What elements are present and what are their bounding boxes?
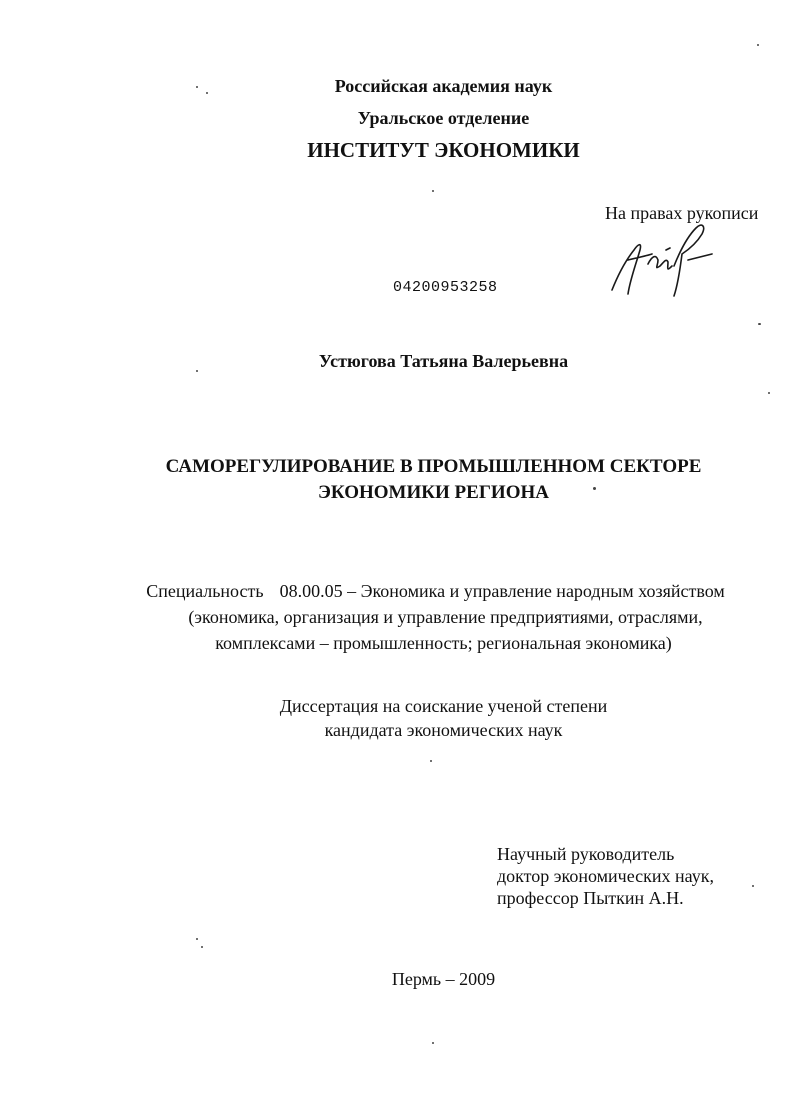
organization-name: Российская академия наук: [334, 76, 553, 96]
specialty-line-2: (экономика, организация и управление предприятиями, отраслями,: [188, 607, 703, 627]
advisor-degree: доктор экономических наук,: [497, 866, 714, 886]
advisor-name: профессор Пыткин А.Н.: [497, 888, 684, 908]
dissertation-title-line-2: ЭКОНОМИКИ РЕГИОНА: [318, 482, 549, 503]
rights-note: На правах рукописи: [605, 203, 759, 223]
specialty-line-3: комплексами – промышленность; региональная экономика): [215, 633, 672, 653]
scan-speck: [752, 885, 754, 887]
scan-speck: [206, 92, 208, 94]
specialty-label: Специальность: [146, 581, 264, 601]
specialty-line-1: [36, 578, 799, 604]
scan-speck: [432, 190, 434, 192]
dissertation-degree-line-2: кандидата экономических наук: [324, 720, 563, 740]
scan-speck: [757, 44, 759, 46]
handwritten-signature: [608, 220, 718, 305]
scan-speck: [430, 760, 432, 762]
city-year: Пермь – 2009: [391, 969, 496, 989]
scan-speck: [432, 1042, 434, 1044]
scan-speck: [758, 323, 761, 325]
author-name: Устюгова Татьяна Валерьевна: [318, 351, 569, 371]
institute-name: ИНСТИТУТ ЭКОНОМИКИ: [307, 138, 580, 162]
scan-speck: [593, 487, 596, 490]
scan-speck: [201, 946, 203, 948]
division-name: Уральское отделение: [357, 108, 530, 128]
inventory-number: 04200953258: [393, 279, 498, 296]
dissertation-degree-line-1: Диссертация на соискание ученой степени: [279, 696, 608, 716]
scan-speck: [196, 370, 198, 372]
scan-speck: [196, 938, 198, 940]
dissertation-title-line-1: САМОРЕГУЛИРОВАНИЕ В ПРОМЫШЛЕННОМ СЕКТОРЕ: [165, 456, 702, 477]
scan-speck: [768, 392, 770, 394]
specialty-code: 08.00.05 – Экономика и управление народным хозяйством: [279, 581, 725, 601]
advisor-role: Научный руководитель: [497, 844, 675, 864]
scan-speck: [196, 86, 198, 88]
